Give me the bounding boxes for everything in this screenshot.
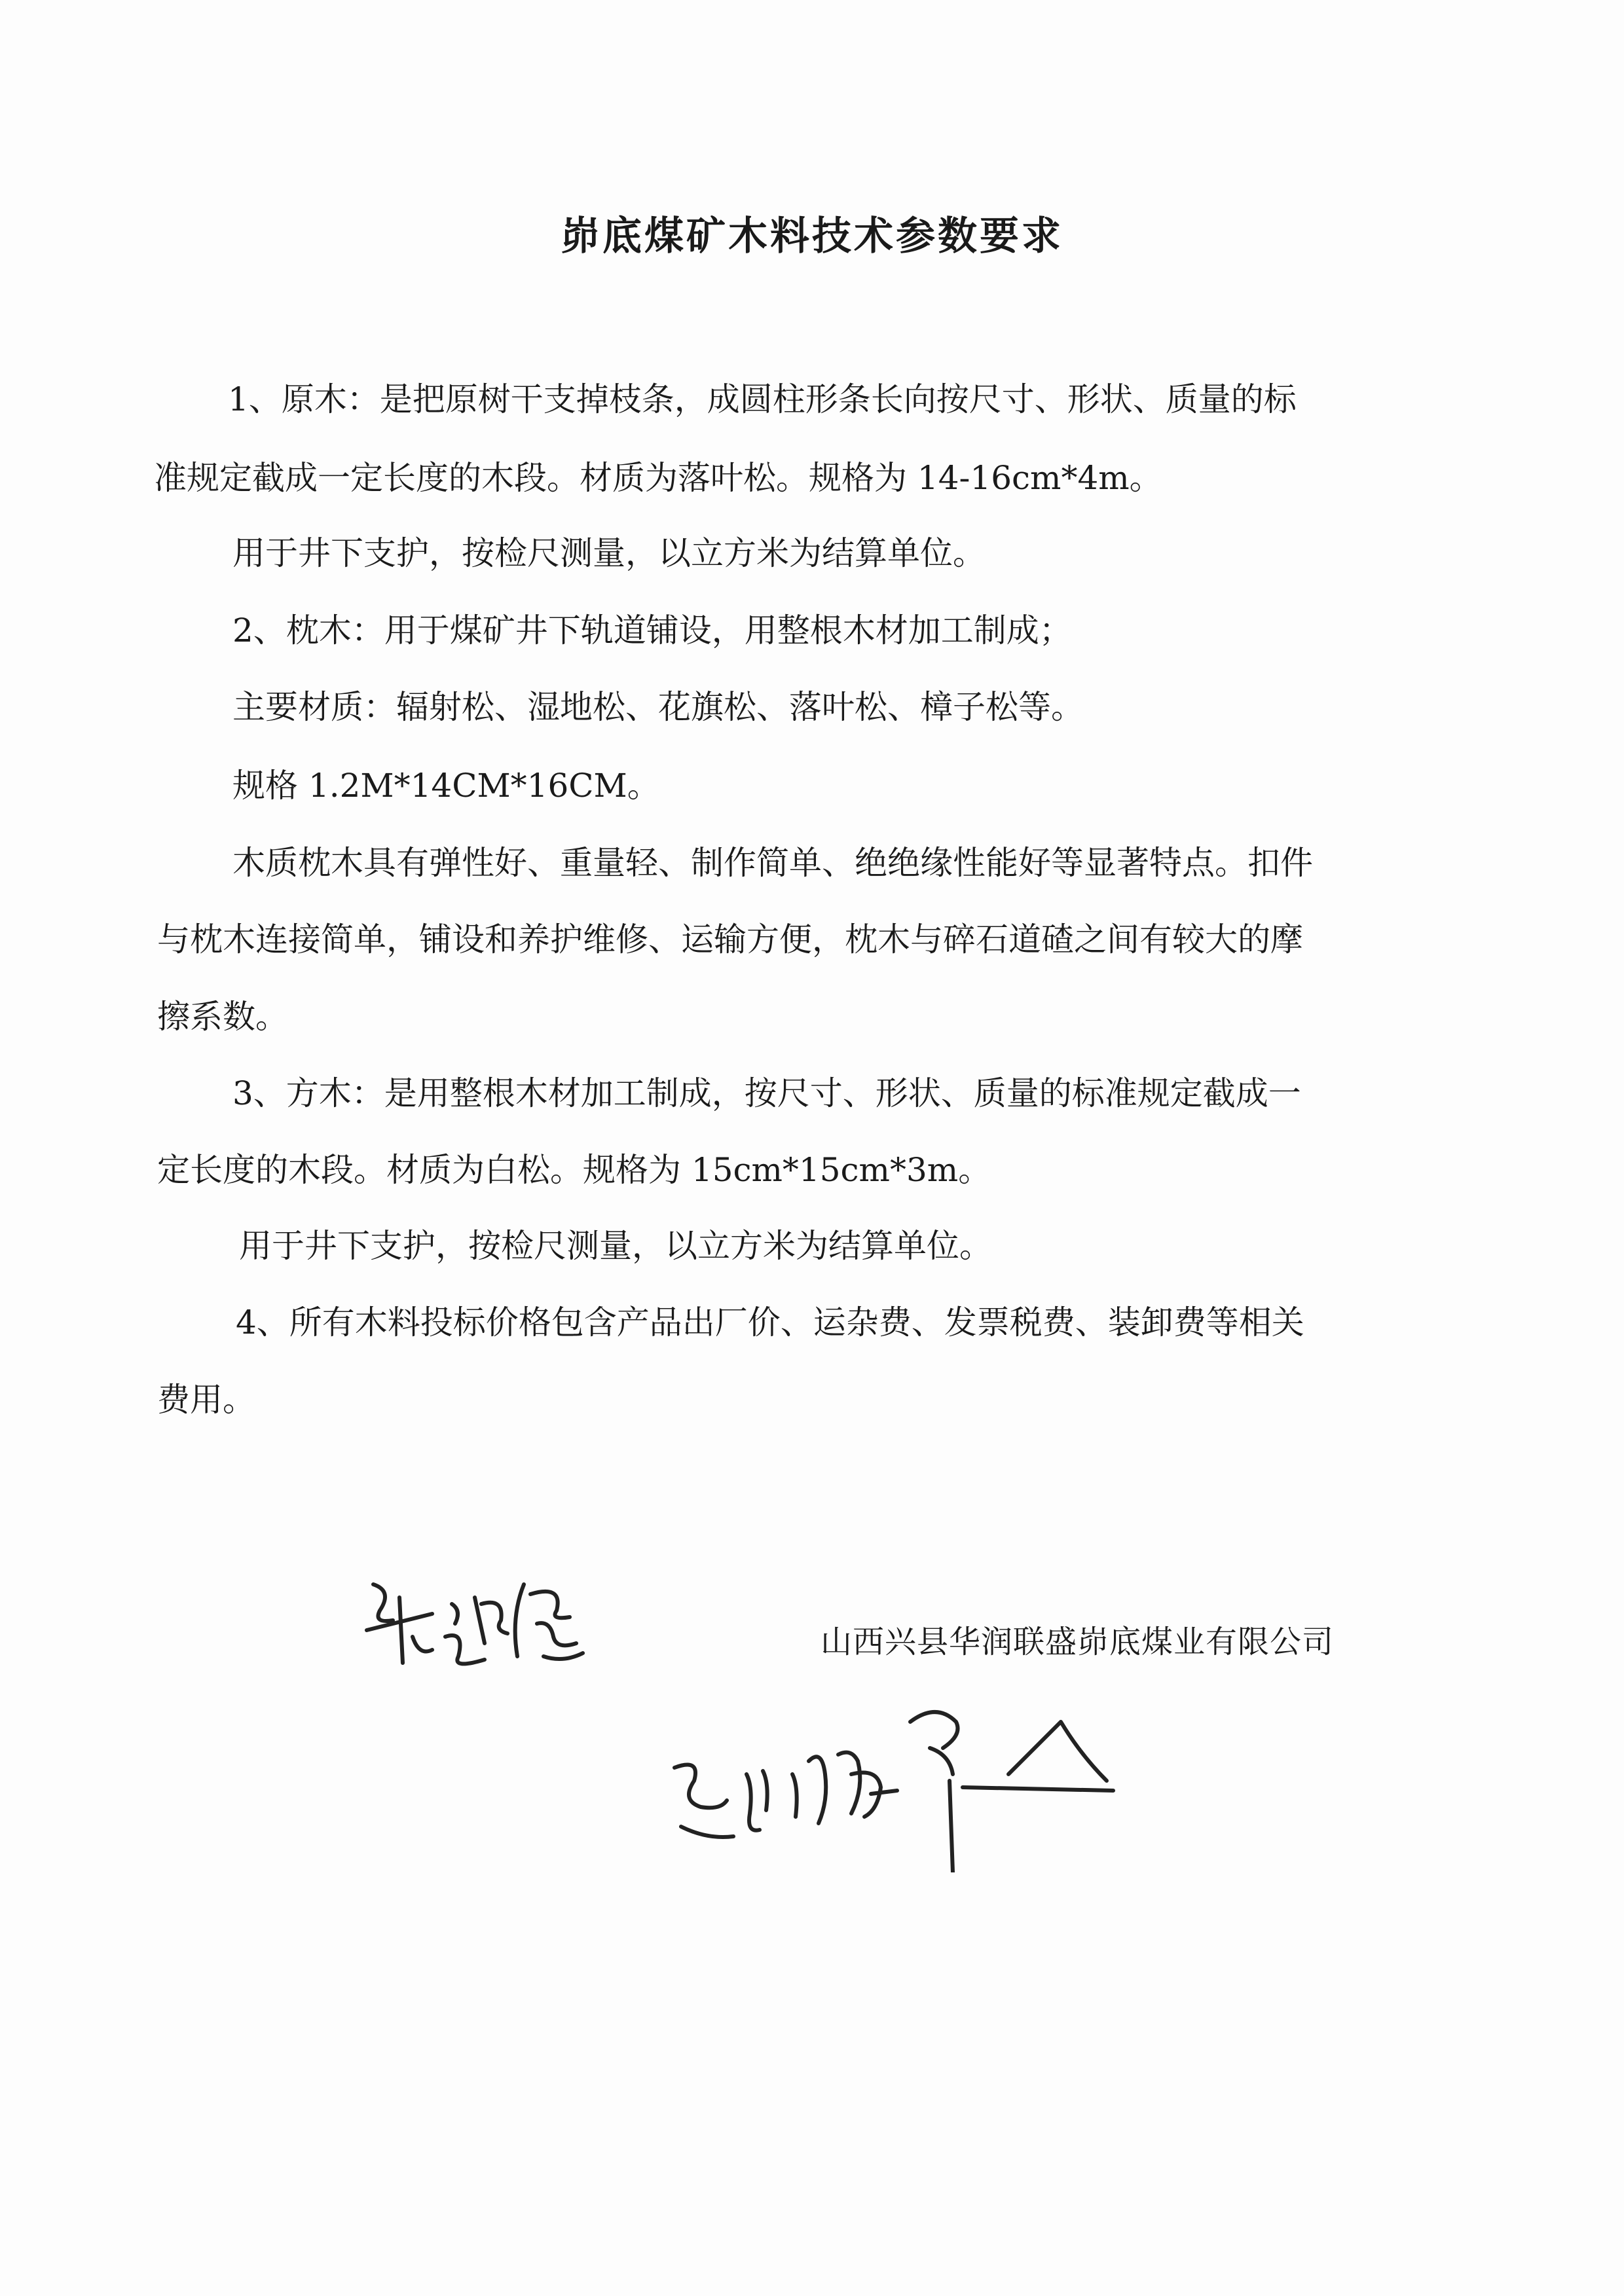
- body-line-10: 3、方木：是用整根木材加工制成，按尺寸、形状、质量的标准规定截成一: [232, 1074, 1301, 1112]
- body-line-14: 费用。: [157, 1381, 255, 1419]
- body-line-12: 用于井下支护，按检尺测量，以立方米为结算单位。: [239, 1227, 992, 1265]
- body-line-8: 与枕木连接简单，铺设和养护维修、运输方便，枕木与碎石道碴之间有较大的摩: [157, 920, 1303, 958]
- body-line-2: 准规定截成一定长度的木段。材质为落叶松。规格为 14-16cm*4m。: [154, 459, 1162, 497]
- body-line-7: 木质枕木具有弹性好、重量轻、制作简单、绝绝缘性能好等显著特点。扣件: [232, 844, 1313, 882]
- body-line-4: 2、枕木：用于煤矿井下轨道铺设，用整根木材加工制成；: [232, 611, 1072, 649]
- body-line-9: 擦系数。: [157, 998, 288, 1036]
- body-line-1: 1、原木：是把原树干支掉枝条，成圆柱形条长向按尺寸、形状、质量的标: [228, 380, 1297, 418]
- body-line-13: 4、所有木料投标价格包含产品出厂价、运杂费、发票税费、装卸费等相关: [236, 1303, 1304, 1341]
- body-line-5: 主要材质：辐射松、湿地松、花旗松、落叶松、樟子松等。: [232, 688, 1084, 726]
- page-title: 峁底煤矿木料技术参数要求: [561, 213, 1063, 259]
- body-line-11: 定长度的木段。材质为白松。规格为 15cm*15cm*3m。: [157, 1151, 991, 1189]
- body-line-6: 规格 1.2M*14CM*16CM。: [232, 767, 660, 805]
- handwritten-signature-left: [354, 1558, 616, 1689]
- handwritten-signature-right: [655, 1676, 1126, 1872]
- company-name: 山西兴县华润联盛峁底煤业有限公司: [821, 1624, 1335, 1660]
- body-line-3: 用于井下支护，按检尺测量，以立方米为结算单位。: [232, 534, 986, 572]
